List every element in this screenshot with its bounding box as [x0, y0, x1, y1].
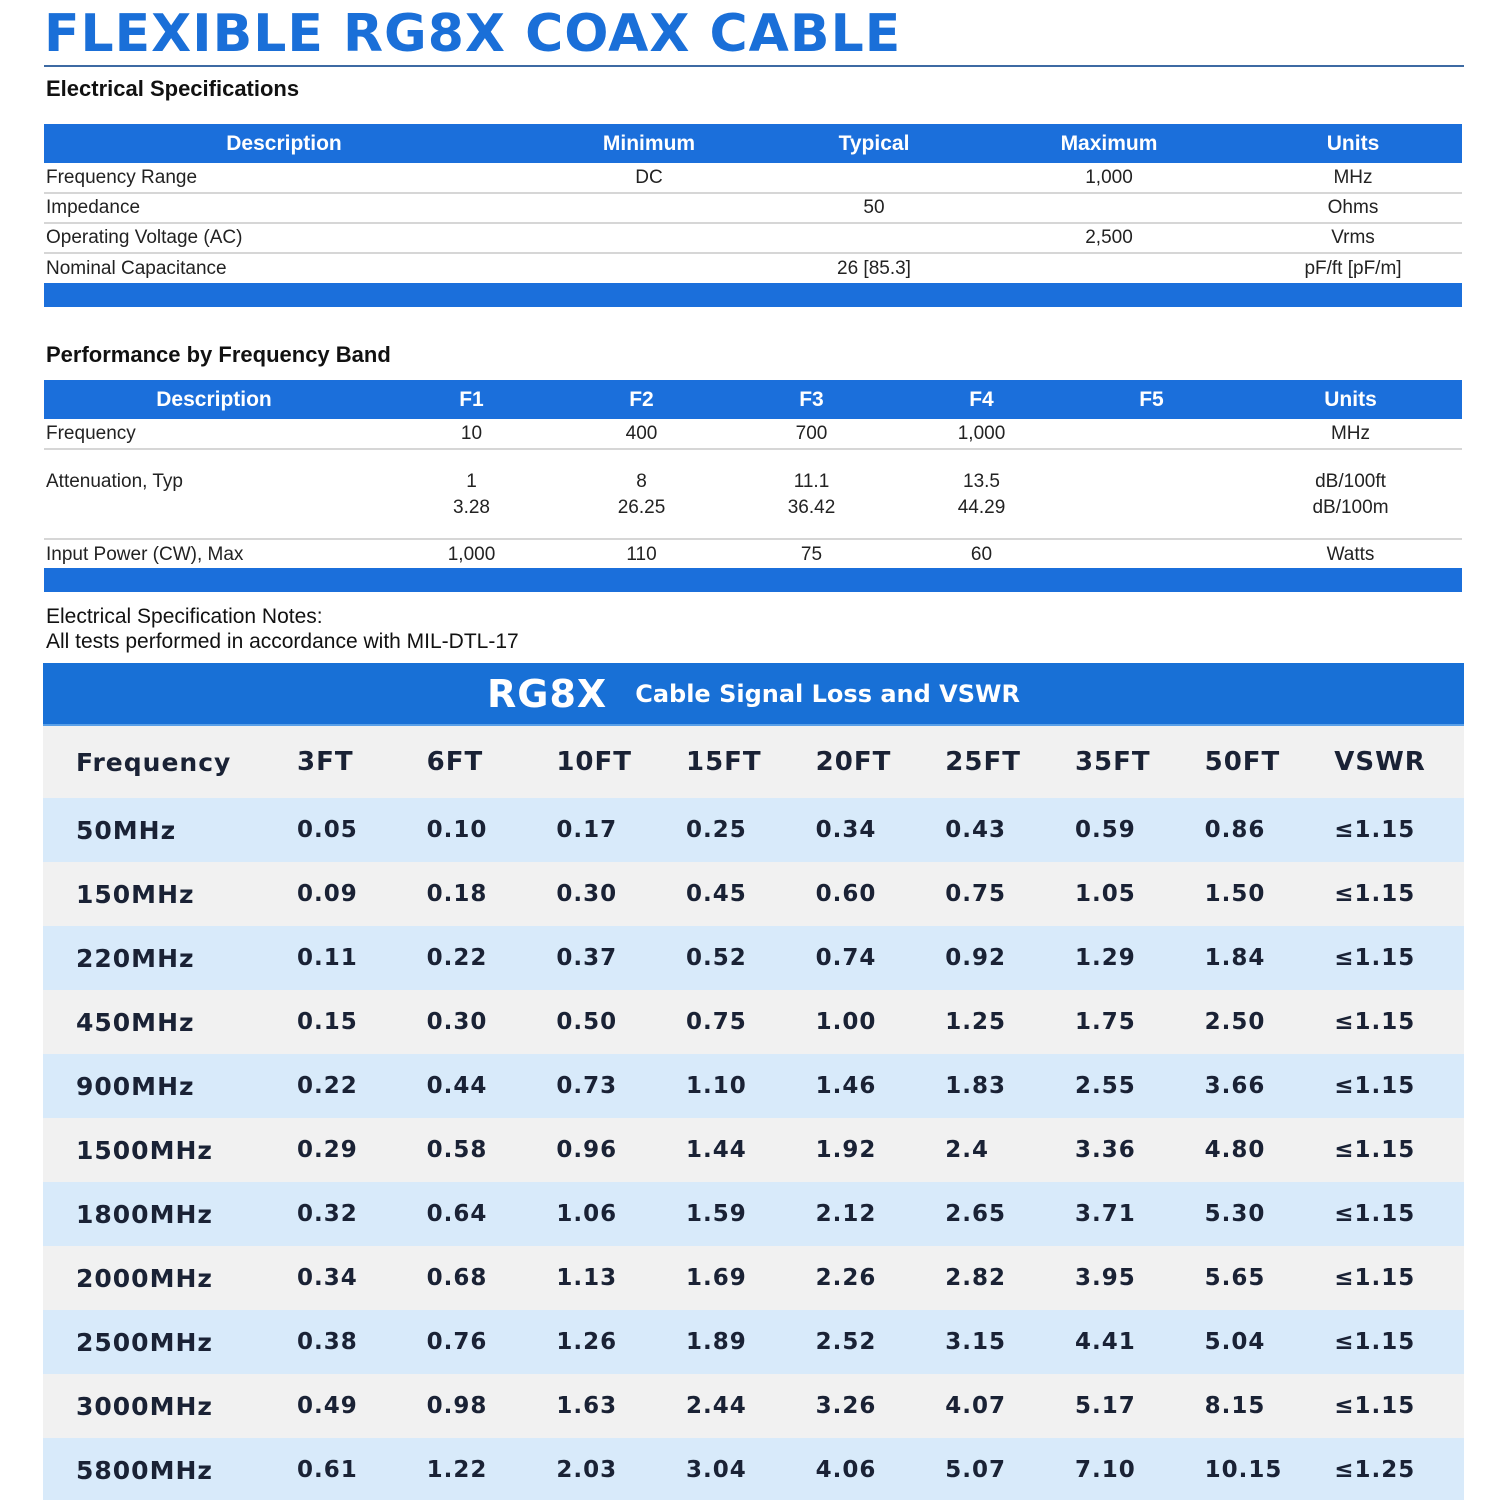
table-row: [44, 253, 1462, 283]
signal-loss-banner: [43, 663, 1464, 726]
loss-cell: 1.29: [1075, 926, 1205, 990]
table-row: [44, 193, 1462, 223]
column-header: Description: [44, 124, 524, 163]
table-header-row: [44, 124, 1462, 163]
frequency-cell: 450MHz: [43, 990, 297, 1054]
cell: [1064, 419, 1239, 449]
loss-cell: 0.22: [427, 926, 557, 990]
table-row: [43, 1310, 1464, 1374]
cell: 10: [384, 419, 559, 449]
cell: Vrms: [1244, 223, 1462, 253]
table-header-row: [44, 380, 1462, 419]
cell: 1,000: [974, 163, 1244, 193]
table-row: [44, 449, 1462, 493]
loss-cell: 5.65: [1205, 1246, 1335, 1310]
loss-cell: 0.75: [686, 990, 816, 1054]
loss-cell: 0.76: [427, 1310, 557, 1374]
frequency-cell: 2000MHz: [43, 1246, 297, 1310]
loss-cell: 5.07: [945, 1438, 1075, 1500]
cell: [524, 223, 774, 253]
cell: Attenuation, Typ: [46, 471, 183, 492]
cell: 26 [85.3]: [837, 257, 911, 279]
frequency-cell: 150MHz: [43, 862, 297, 926]
vswr-cell: ≤1.15: [1334, 1054, 1464, 1118]
loss-cell: 2.4: [945, 1118, 1075, 1182]
banner-model: RG8X: [487, 671, 608, 716]
loss-cell: 2.65: [945, 1182, 1075, 1246]
loss-cell: 3.04: [686, 1438, 816, 1500]
cell: [774, 223, 974, 253]
cell: 44.29: [899, 493, 1064, 539]
cell: 1,000: [899, 419, 1064, 449]
loss-cell: 0.68: [427, 1246, 557, 1310]
column-header: Description: [44, 380, 384, 419]
cell: [524, 253, 774, 283]
cell: [44, 493, 384, 539]
cell: [524, 193, 774, 223]
loss-cell: 1.13: [556, 1246, 686, 1310]
table-row: [43, 1118, 1464, 1182]
frequency-cell: 220MHz: [43, 926, 297, 990]
loss-cell: 0.09: [297, 862, 427, 926]
column-header: F2: [559, 380, 724, 419]
loss-cell: 0.61: [297, 1438, 427, 1500]
column-header: 50FT: [1205, 726, 1335, 798]
cell: 1,000: [447, 543, 496, 565]
loss-cell: 2.26: [816, 1246, 946, 1310]
loss-cell: 0.34: [816, 798, 946, 862]
vswr-cell: ≤1.15: [1334, 990, 1464, 1054]
cell: 1: [466, 471, 477, 492]
loss-cell: 0.92: [945, 926, 1075, 990]
table-row: [43, 1246, 1464, 1310]
loss-cell: 0.64: [427, 1182, 557, 1246]
vswr-cell: ≤1.15: [1334, 1246, 1464, 1310]
loss-cell: 1.05: [1075, 862, 1205, 926]
loss-cell: 0.52: [686, 926, 816, 990]
loss-cell: 0.73: [556, 1054, 686, 1118]
column-header: 15FT: [686, 726, 816, 798]
loss-cell: 0.17: [556, 798, 686, 862]
vswr-cell: ≤1.15: [1334, 1374, 1464, 1438]
loss-cell: 1.22: [427, 1438, 557, 1500]
loss-cell: 0.74: [816, 926, 946, 990]
loss-cell: 0.86: [1205, 798, 1335, 862]
loss-cell: 1.75: [1075, 990, 1205, 1054]
loss-cell: 0.60: [816, 862, 946, 926]
cell: DC: [524, 163, 774, 193]
loss-cell: 1.44: [686, 1118, 816, 1182]
loss-cell: 1.26: [556, 1310, 686, 1374]
loss-cell: 0.11: [297, 926, 427, 990]
loss-cell: 1.92: [816, 1118, 946, 1182]
spec-notes: [46, 604, 519, 654]
loss-cell: 3.26: [816, 1374, 946, 1438]
frequency-cell: 1500MHz: [43, 1118, 297, 1182]
vswr-cell: ≤1.25: [1334, 1438, 1464, 1500]
loss-cell: 3.71: [1075, 1182, 1205, 1246]
loss-cell: 1.06: [556, 1182, 686, 1246]
loss-cell: 2.82: [945, 1246, 1075, 1310]
loss-cell: 0.10: [427, 798, 557, 862]
loss-cell: 0.98: [427, 1374, 557, 1438]
cell: 36.42: [724, 493, 899, 539]
column-header: Maximum: [974, 124, 1244, 163]
frequency-cell: 1800MHz: [43, 1182, 297, 1246]
table-row: [43, 1438, 1464, 1500]
column-header: F1: [384, 380, 559, 419]
cell: [1064, 493, 1239, 539]
loss-cell: 0.58: [427, 1118, 557, 1182]
loss-cell: 0.45: [686, 862, 816, 926]
loss-cell: 4.41: [1075, 1310, 1205, 1374]
page-title: FLEXIBLE RG8X COAX CABLE: [44, 4, 902, 64]
table-row: [44, 539, 1462, 569]
table-row: [44, 163, 1462, 193]
loss-cell: 1.83: [945, 1054, 1075, 1118]
cell: Input Power (CW), Max: [46, 543, 244, 565]
column-header: 3FT: [297, 726, 427, 798]
table-row: [44, 419, 1462, 449]
signal-loss-section: [43, 663, 1464, 1500]
column-header: Units: [1239, 380, 1462, 419]
signal-loss-table: [43, 726, 1464, 1500]
cell: Operating Voltage (AC): [44, 223, 524, 253]
loss-cell: 0.34: [297, 1246, 427, 1310]
table-row: [43, 1374, 1464, 1438]
cell: [974, 193, 1244, 223]
table-row: [43, 926, 1464, 990]
loss-cell: 0.30: [427, 990, 557, 1054]
table-row: [43, 1054, 1464, 1118]
cell: 3.28: [384, 493, 559, 539]
cell: MHz: [1244, 163, 1462, 193]
frequency-cell: 2500MHz: [43, 1310, 297, 1374]
cell: Impedance: [44, 193, 524, 223]
cell: [774, 163, 974, 193]
table-row: [44, 223, 1462, 253]
loss-cell: 0.30: [556, 862, 686, 926]
column-header: Units: [1244, 124, 1462, 163]
column-header: 10FT: [556, 726, 686, 798]
frequency-cell: 50MHz: [43, 798, 297, 862]
loss-cell: 0.37: [556, 926, 686, 990]
cell: 8: [636, 471, 647, 492]
cell: dB/100ft: [1315, 471, 1386, 492]
cell: Frequency Range: [44, 163, 524, 193]
loss-cell: 0.59: [1075, 798, 1205, 862]
loss-cell: 4.80: [1205, 1118, 1335, 1182]
cell: [1064, 449, 1239, 493]
column-header: F3: [724, 380, 899, 419]
vswr-cell: ≤1.15: [1334, 1182, 1464, 1246]
column-header: 20FT: [816, 726, 946, 798]
table-footer-bar: [44, 283, 1462, 307]
frequency-cell: 900MHz: [43, 1054, 297, 1118]
loss-cell: 1.46: [816, 1054, 946, 1118]
frequency-cell: 3000MHz: [43, 1374, 297, 1438]
loss-cell: 0.15: [297, 990, 427, 1054]
loss-cell: 1.69: [686, 1246, 816, 1310]
column-header: F4: [899, 380, 1064, 419]
notes-text: All tests performed in accordance with MIL-DTL-17: [46, 630, 519, 653]
column-header: VSWR: [1334, 726, 1464, 798]
cell: 50: [774, 193, 974, 223]
cell: dB/100m: [1239, 493, 1462, 539]
column-header: Minimum: [524, 124, 774, 163]
cell: 400: [559, 419, 724, 449]
table-row: [43, 798, 1464, 862]
loss-cell: 5.30: [1205, 1182, 1335, 1246]
cell: [1064, 539, 1239, 569]
loss-cell: 8.15: [1205, 1374, 1335, 1438]
loss-cell: 0.32: [297, 1182, 427, 1246]
loss-cell: 10.15: [1205, 1438, 1335, 1500]
cell: 26.25: [559, 493, 724, 539]
cell: [974, 253, 1244, 283]
loss-cell: 1.25: [945, 990, 1075, 1054]
loss-cell: 0.50: [556, 990, 686, 1054]
loss-cell: 1.89: [686, 1310, 816, 1374]
loss-cell: 0.18: [427, 862, 557, 926]
signal-loss-rows: [43, 798, 1464, 1500]
loss-cell: 3.36: [1075, 1118, 1205, 1182]
loss-cell: 1.00: [816, 990, 946, 1054]
loss-cell: 1.63: [556, 1374, 686, 1438]
column-header: 25FT: [945, 726, 1075, 798]
banner-subtitle: Cable Signal Loss and VSWR: [635, 679, 1020, 708]
loss-cell: 5.04: [1205, 1310, 1335, 1374]
table-row: [43, 1182, 1464, 1246]
cell: 2,500: [974, 223, 1244, 253]
cell: Watts: [1326, 543, 1375, 565]
cell: Nominal Capacitance: [46, 257, 227, 279]
table-footer-bar: [44, 568, 1462, 592]
cell: MHz: [1239, 419, 1462, 449]
column-header: F5: [1064, 380, 1239, 419]
vswr-cell: ≤1.15: [1334, 1310, 1464, 1374]
loss-cell: 4.07: [945, 1374, 1075, 1438]
column-header: Typical: [774, 124, 974, 163]
loss-cell: 0.75: [945, 862, 1075, 926]
loss-cell: 2.12: [816, 1182, 946, 1246]
loss-cell: 3.15: [945, 1310, 1075, 1374]
cell: Ohms: [1244, 193, 1462, 223]
electrical-specs-table: [44, 124, 1462, 283]
electrical-specs-heading: Electrical Specifications: [46, 76, 300, 101]
cell: Frequency: [44, 419, 384, 449]
loss-cell: 0.38: [297, 1310, 427, 1374]
table-row: [43, 862, 1464, 926]
loss-cell: 1.59: [686, 1182, 816, 1246]
table-row: [44, 493, 1462, 539]
loss-cell: 2.44: [686, 1374, 816, 1438]
column-header: 6FT: [427, 726, 557, 798]
loss-cell: 0.49: [297, 1374, 427, 1438]
loss-cell: 7.10: [1075, 1438, 1205, 1500]
vswr-cell: ≤1.15: [1334, 862, 1464, 926]
loss-cell: 0.25: [686, 798, 816, 862]
performance-table: [44, 380, 1462, 569]
title-divider: [44, 65, 1464, 67]
loss-cell: 0.05: [297, 798, 427, 862]
cell: 11.1: [793, 471, 830, 492]
frequency-cell: 5800MHz: [43, 1438, 297, 1500]
column-header: 35FT: [1075, 726, 1205, 798]
cell: 700: [724, 419, 899, 449]
cell: 60: [970, 543, 993, 565]
loss-cell: 1.50: [1205, 862, 1335, 926]
loss-cell: 4.06: [816, 1438, 946, 1500]
loss-cell: 2.55: [1075, 1054, 1205, 1118]
notes-title: Electrical Specification Notes:: [46, 605, 323, 628]
vswr-cell: ≤1.15: [1334, 926, 1464, 990]
loss-cell: 1.10: [686, 1054, 816, 1118]
loss-cell: 0.43: [945, 798, 1075, 862]
column-header: Frequency: [43, 726, 297, 798]
loss-cell: 0.44: [427, 1054, 557, 1118]
loss-cell: 0.96: [556, 1118, 686, 1182]
loss-cell: 2.03: [556, 1438, 686, 1500]
loss-cell: 2.50: [1205, 990, 1335, 1054]
loss-cell: 0.22: [297, 1054, 427, 1118]
table-header-row: [43, 726, 1464, 798]
performance-heading: Performance by Frequency Band: [46, 342, 391, 367]
vswr-cell: ≤1.15: [1334, 798, 1464, 862]
loss-cell: 3.95: [1075, 1246, 1205, 1310]
cell: 75: [800, 543, 823, 565]
loss-cell: 5.17: [1075, 1374, 1205, 1438]
table-row: [43, 990, 1464, 1054]
cell: pF/ft [pF/m]: [1304, 257, 1402, 279]
loss-cell: 1.84: [1205, 926, 1335, 990]
vswr-cell: ≤1.15: [1334, 1118, 1464, 1182]
loss-cell: 3.66: [1205, 1054, 1335, 1118]
cell: 13.5: [963, 471, 1000, 492]
loss-cell: 2.52: [816, 1310, 946, 1374]
cell: 110: [626, 543, 657, 565]
loss-cell: 0.29: [297, 1118, 427, 1182]
